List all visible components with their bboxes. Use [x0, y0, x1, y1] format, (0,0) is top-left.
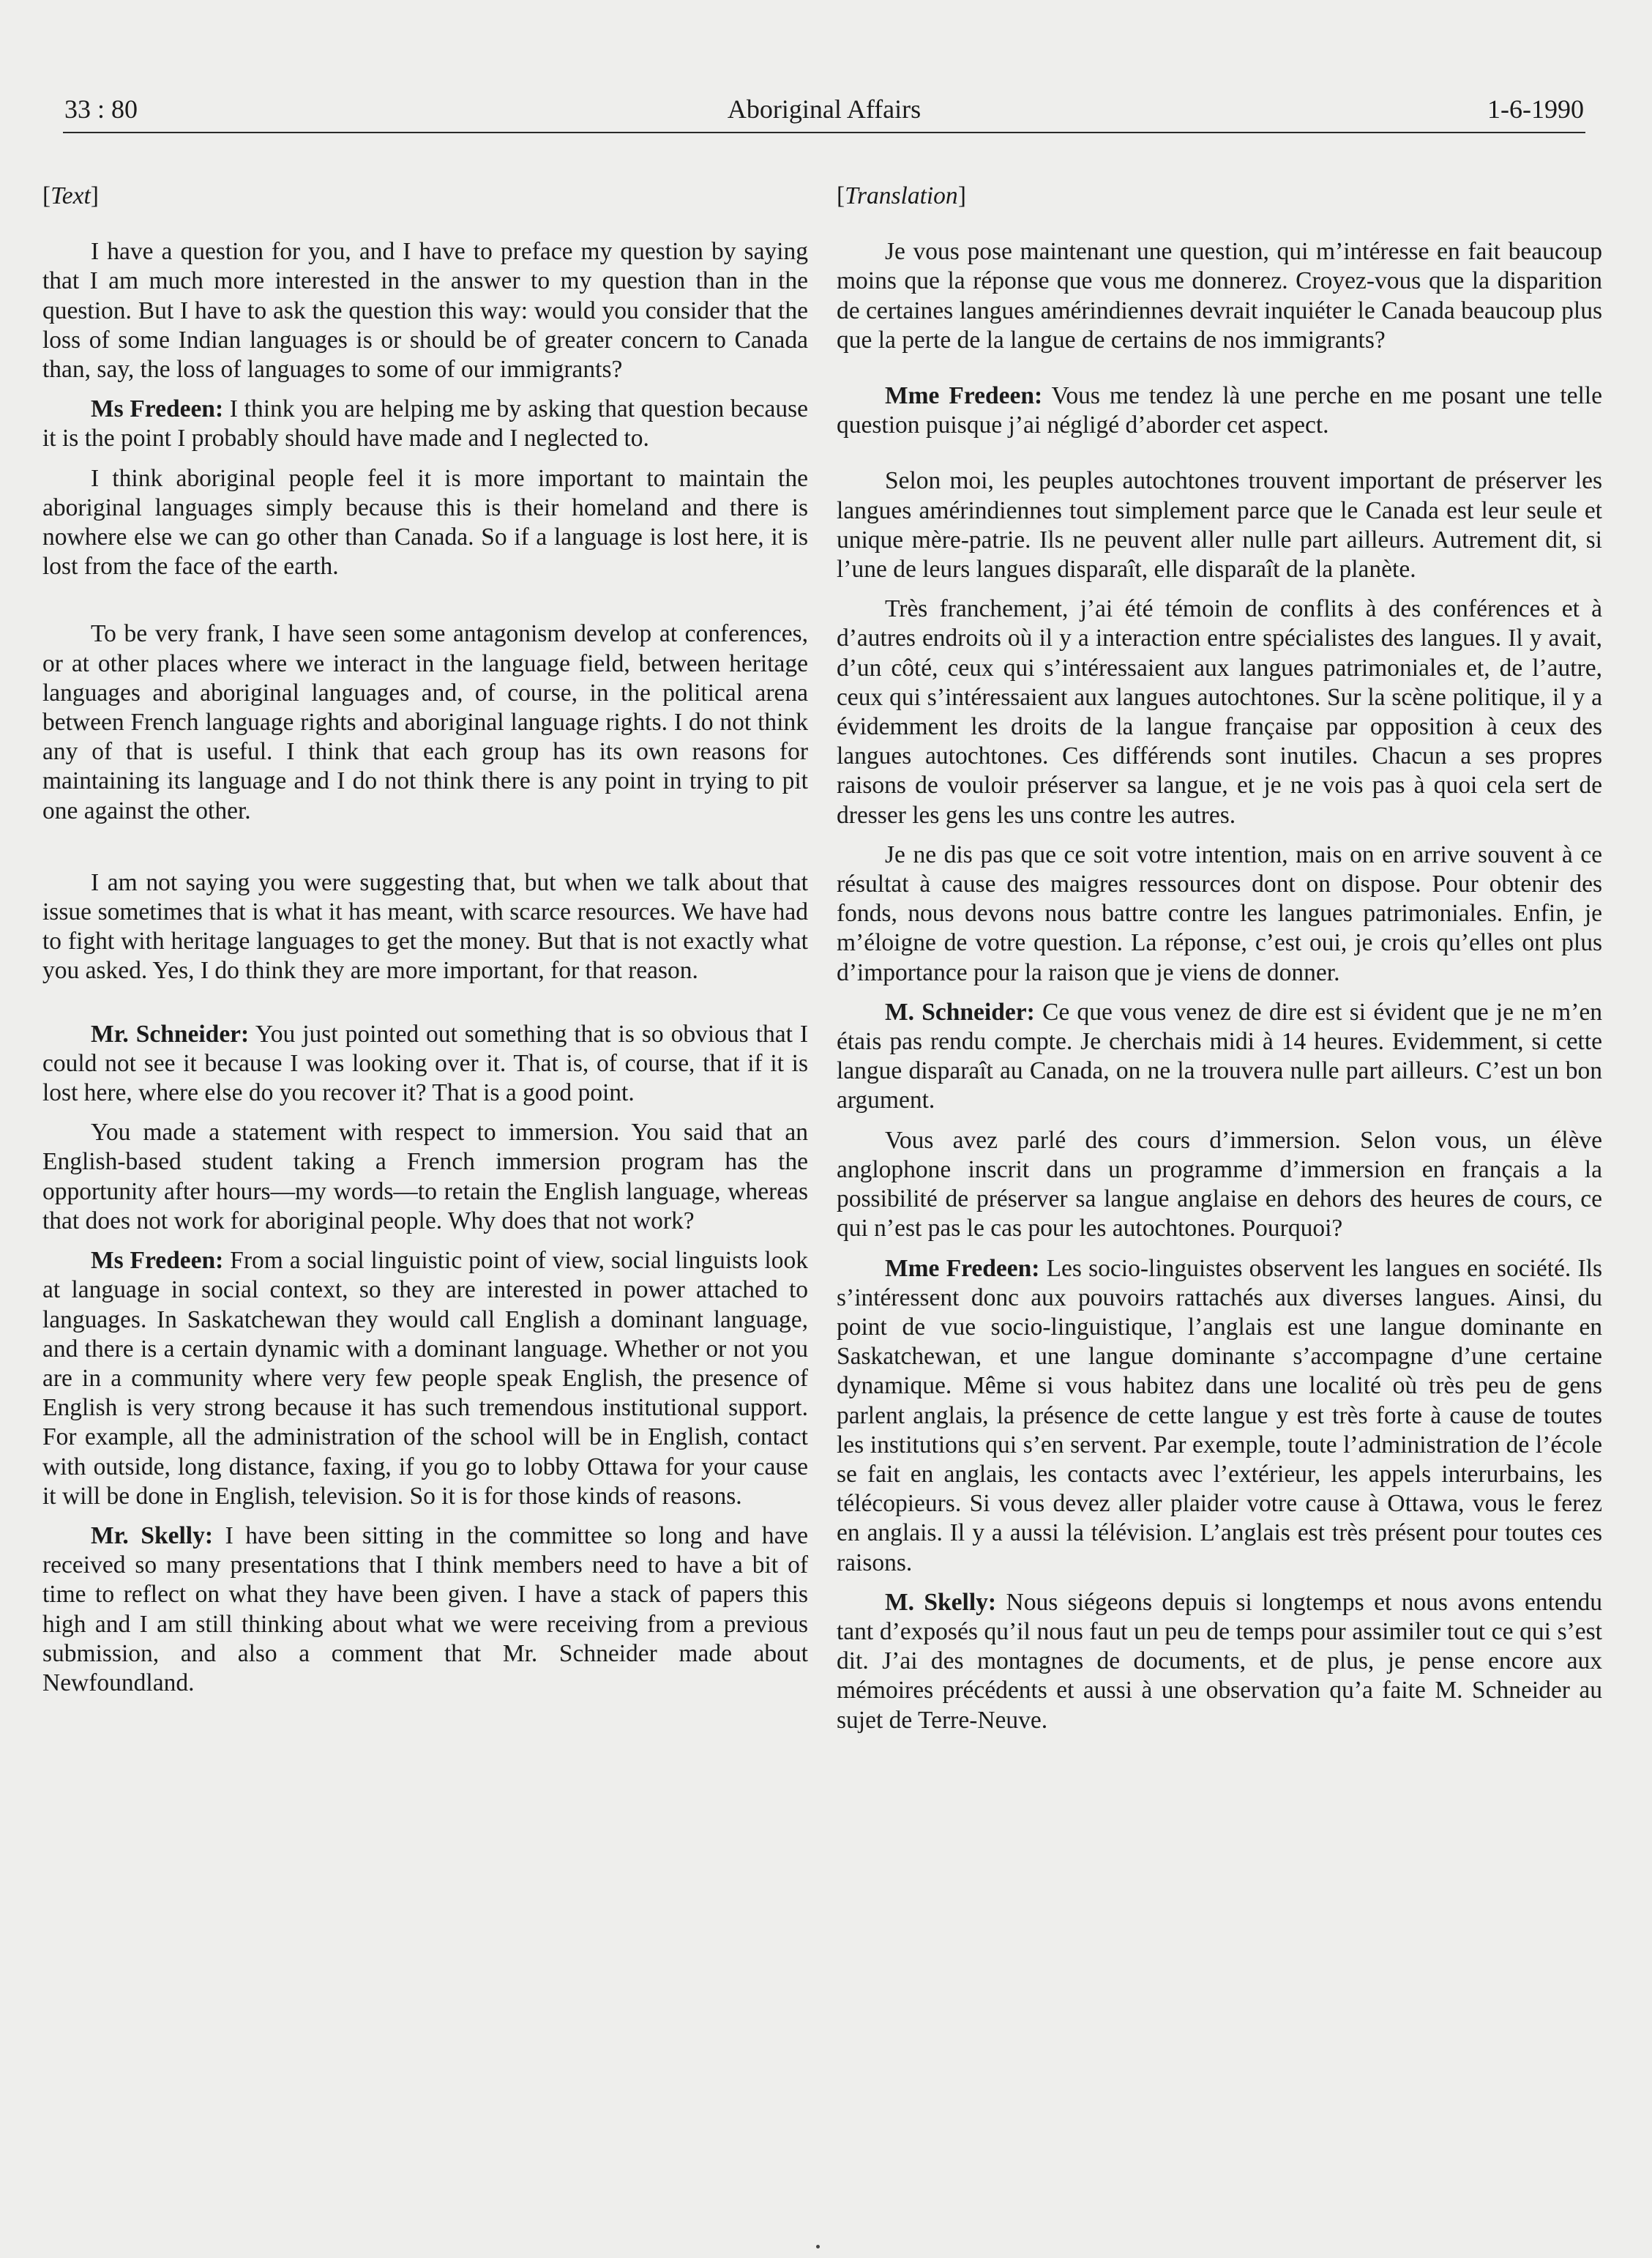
french-column — [837, 182, 1602, 1735]
paragraph: Mme Fredeen: Vous me tendez là une perche en me posant une telle question puisque j’ai négligé d’aborder cet aspect. — [837, 382, 1602, 439]
speaker-name: Mr. Schneider: — [91, 1020, 250, 1048]
speaker-name: Mme Fredeen: — [885, 382, 1043, 410]
column-label-translation: [Translation] — [837, 182, 966, 209]
page-reference: 33 : 80 — [64, 94, 138, 124]
paragraph: Ms Fredeen: From a social linguistic point of view, social linguists look at language in social context, so they are interested in power attached to languages. In Saskatchewan they would call English a dominant language, and there is a certain dynamic with a dominant language. Whether or not you are in a community where very few people speak English, the presence of English is very strong because it has such tremendous institutional support. For example, all the administration of the school will be in English, contact with outside, long distance, faxing, if you go to lobby Ottawa for your cause it will be done in English, television. So it is for those kinds of reasons. — [42, 1247, 808, 1510]
speaker-name: M. Schneider: — [885, 998, 1035, 1026]
speaker-name: Ms Fredeen: — [91, 1247, 224, 1275]
paragraph: Mr. Schneider: You just pointed out something that is so obvious that I could not see it because I was looking over it. That is, of course, that if it is lost here, where else do you recover it? That is a good point. — [42, 1020, 808, 1107]
english-column — [42, 182, 808, 1698]
paragraph: Mr. Skelly: I have been sitting in the committee so long and have received so many presentations that I think members need to have a bit of time to reflect on what they have been given. I have a stack of papers this high and I am still thinking about what we were receiving from a previous submission, and also a comment that Mr. Schneider made about Newfoundland. — [42, 1521, 808, 1696]
speaker-name: Mme Fredeen: — [885, 1254, 1040, 1282]
paragraph: M. Schneider: Ce que vous venez de dire est si évident que je ne m’en étais pas rendu compte. Je cherchais midi à 14 heures. Evidemment, si cette langue disparaît au Canada, on ne la trouvera nulle part ailleurs. C’est un bon argument. — [837, 998, 1602, 1114]
paragraph: Je ne dis pas que ce soit votre intention, mais on en arrive souvent à ce résultat à cause des maigres ressources dont on dispose. Pour obtenir des fonds, nous devons nous battre contre les langues patrimoniales. Enfin, je m’éloigne de votre question. La réponse, c’est oui, je crois qu’elles ont plus d’importance pour la raison que je viens de donner. — [837, 841, 1602, 986]
speaker-name: Mr. Skelly: — [91, 1521, 214, 1549]
page-title: Aboriginal Affairs — [727, 94, 922, 124]
paragraph: Selon moi, les peuples autochtones trouvent important de préserver les langues amérindiennes tout simplement parce que le Canada est leur seule et unique mère-patrie. Ils ne peuvent aller nulle part ailleurs. Autrement dit, si l’une de leurs langues disparaît, elle disparaît de la planète. — [837, 467, 1602, 584]
paragraph: Très franchement, j’ai été témoin de conflits à des conférences et à d’autres endroits où il y a interaction entre spécialistes des langues. Il y avait, d’un côté, ceux qui s’intéressaient aux langues patrimoniales et, de l’autre, ceux qui s’intéressaient aux langues autochtones. Sur la scène politique, il y a évidemment les droits de la langue française par opposition à ceux des langues autochtones. Ces différends sont inutiles. Chacun a ses propres raisons de vouloir préserver sa langue, et je ne vois pas à quoi cela sert de dresser les gens les uns contre les autres. — [837, 595, 1602, 829]
speaker-name: Ms Fredeen: — [91, 395, 224, 423]
paragraph: I am not saying you were suggesting that, but when we talk about that issue sometimes that is what it has meant, with scarce resources. We have had to fight with heritage languages to get the money. But that is not exactly what you asked. Yes, I do think they are more important, for that reason. — [42, 868, 808, 985]
page-date: 1-6-1990 — [1487, 94, 1584, 124]
column-label-text: [Text] — [42, 182, 99, 209]
paragraph: Je vous pose maintenant une question, qui m’intéresse en fait beaucoup moins que la réponse que vous me donnerez. Croyez-vous que la disparition de certaines langues amérindiennes devrait inquiéter le Canada beaucoup plus que la perte de la langue de certains de nos immigrants? — [837, 238, 1602, 354]
paragraph: Vous avez parlé des cours d’immersion. Selon vous, un élève anglophone inscrit dans un programme d’immersion en français a la possibilité de préserver sa langue anglaise en dehors des heures de cours, ce qui n’est pas le cas pour les autochtones. Pourquoi? — [837, 1126, 1602, 1242]
paragraph: M. Skelly: Nous siégeons depuis si longtemps et nous avons entendu tant d’exposés qu’il nous faut un peu de temps pour assimiler tout ce qui s’est dit. J’ai des montagnes de documents, et de plus, je pense encore aux mémoires précédents et aussi à une observation qu’a faite M. Schneider au sujet de Terre-Neuve. — [837, 1588, 1602, 1734]
paragraph: To be very frank, I have seen some antagonism develop at conferences, or at other places where we interact in the language field, between heritage languages and aboriginal languages and, of course, in the political arena between French language rights and aboriginal language rights. I do not think any of that is useful. I think that each group has its own reasons for maintaining its language and I do not think there is any point in trying to pit one against the other. — [42, 620, 808, 824]
paragraph: I have a question for you, and I have to preface my question by saying that I am much more interested in the answer to my question than in the question. But I have to ask the question this way: would you consider that the loss of some Indian languages is or should be of greater concern to Canada than, say, the loss of languages to some of our immigrants? — [42, 238, 808, 384]
page-mark — [816, 2245, 820, 2248]
paragraph: Mme Fredeen: Les socio-linguistes observent les langues en société. Ils s’intéressent donc aux pouvoirs rattachés aux diverses langues. Ainsi, du point de vue socio-linguistique, l’anglais est une langue dominante en Saskatchewan, et une langue dominante s’accompagne d’une certaine dynamique. Même si vous habitez dans une localité où très peu de gens parlent anglais, la présence de cette langue y est très forte à cause de toutes les institutions qui s’en servent. Par exemple, toute l’administration de l’école se fait en anglais, les contacts avec l’extérieur, les appels interurbains, les télécopieurs. Si vous devez aller plaider votre cause à Ottawa, vous le ferez en anglais. Il y a aussi la télévision. L’anglais est très présent pour toutes ces raisons. — [837, 1254, 1602, 1576]
paragraph: You made a statement with respect to immersion. You said that an English-based student taking a French immersion program has the opportunity after hours—my words—to retain the English language, whereas that does not work for aboriginal people. Why does that not work? — [42, 1119, 808, 1234]
paragraph: I think aboriginal people feel it is more important to maintain the aboriginal languages simply because this is their homeland and there is nowhere else we can go other than Canada. So if a language is lost here, it is lost from the face of the earth. — [42, 464, 808, 581]
paragraph: Ms Fredeen: I think you are helping me by asking that question because it is the point I probably should have made and I neglected to. — [42, 395, 808, 452]
page-header — [63, 94, 1585, 133]
speaker-name: M. Skelly: — [885, 1588, 997, 1616]
